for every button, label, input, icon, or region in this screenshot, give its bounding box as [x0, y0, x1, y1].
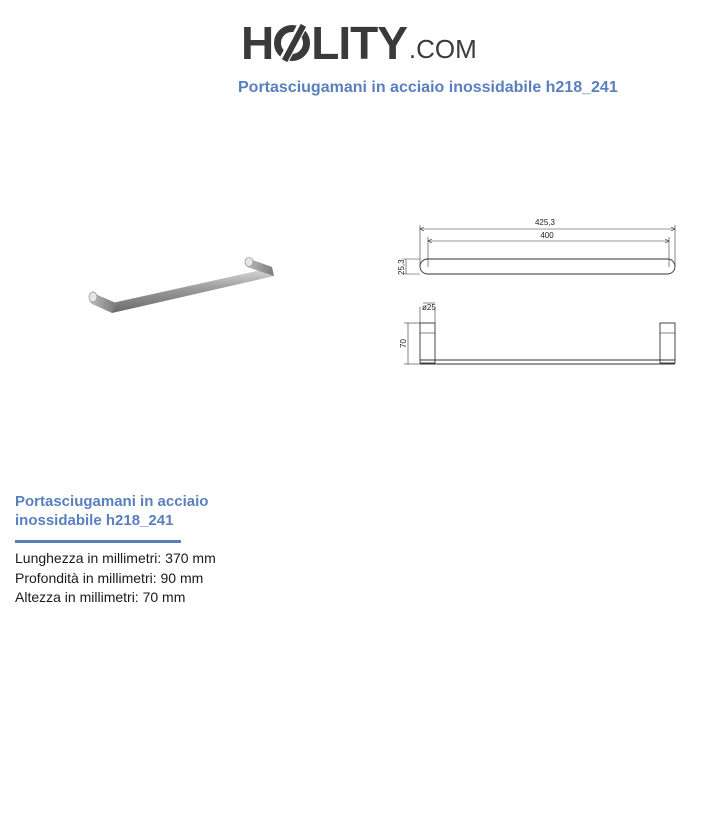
spec-height: Altezza in millimetri: 70 mm: [15, 589, 186, 605]
product-photo: [80, 250, 285, 325]
title-divider: [15, 540, 181, 543]
product-description: [15, 492, 275, 608]
holity-logo[interactable]: [241, 14, 481, 69]
dim-inner-length: 400: [540, 231, 554, 240]
spec-length: Lunghezza in millimetri: 370 mm: [15, 550, 216, 566]
product-title-line2: inossidabile h218_241: [15, 512, 174, 529]
logo-wordmark: H LITY: [241, 17, 407, 69]
spec-depth: Profondità in millimetri: 90 mm: [15, 569, 204, 586]
technical-drawing: [395, 215, 685, 375]
dim-height: 70: [399, 339, 408, 348]
product-title-line1: Portasciugamani in acciaio: [15, 493, 209, 510]
logo-suffix: .COM: [408, 34, 477, 64]
page-title: Portasciugamani in acciaio inossidabile h218_241: [238, 79, 618, 96]
logo-o-mark: [274, 25, 310, 61]
dim-depth: 25,3: [397, 259, 406, 275]
dim-diameter: ø25: [422, 303, 436, 312]
dim-total-length: 425,3: [534, 218, 556, 227]
product-title: [15, 492, 275, 530]
